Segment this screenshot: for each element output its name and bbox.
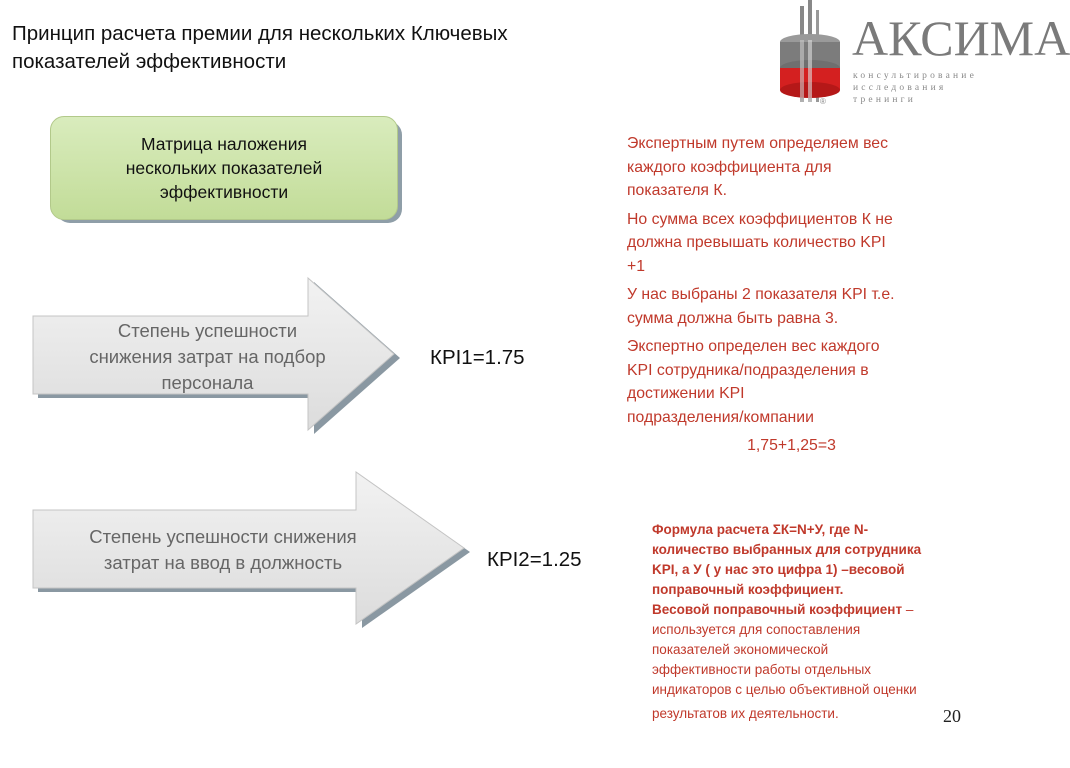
formula-line: индикаторов с целью объективной оценки — [652, 682, 917, 697]
note-line: Экспертно определен вес каждого — [627, 338, 880, 355]
note-line: Но сумма всех коэффициентов К не — [627, 210, 893, 228]
note-paragraph — [627, 335, 972, 429]
arrow-label-line: персонала — [161, 372, 254, 393]
note-line: сумма должна быть равна 3. — [627, 309, 839, 327]
formula-line: показателей экономической — [652, 642, 829, 657]
logo-tagline — [853, 70, 977, 106]
formula-line: количество выбранных для сотрудника — [652, 542, 922, 557]
slide-title — [12, 20, 712, 76]
arrow-label-2 — [38, 524, 408, 576]
formula-line: эффективности работы отдельных — [652, 662, 872, 677]
note-line: +1 — [627, 257, 646, 275]
expert-notes — [627, 132, 972, 458]
note-line: достижении KPI — [627, 385, 745, 402]
note-line: подразделения/компании — [627, 408, 814, 426]
logo-tagline-line: тренинги — [853, 95, 917, 105]
arrow-label-line: затрат на ввод в должность — [103, 552, 343, 573]
matrix-box-line: нескольких показателей — [125, 158, 323, 178]
note-line: показателя К. — [627, 182, 727, 199]
logo-tagline-line: консультирование — [853, 71, 977, 81]
matrix-box-line: эффективности — [159, 182, 289, 202]
formula-block — [652, 520, 997, 724]
note-line: каждого коэффициента для — [627, 158, 832, 176]
sum-equation: 1,75+1,25=3 — [747, 437, 836, 454]
title-line: показателей эффективности — [12, 50, 287, 73]
arrow-label-line: Степень успешности — [117, 320, 298, 341]
note-line: У нас выбраны 2 показателя KPI т.е. — [627, 286, 895, 303]
formula-line: Формула расчета ΣК=N+У, где N- — [652, 522, 869, 537]
arrow-label-line: Степень успешности снижения — [89, 526, 357, 547]
formula-line: KPI, а У ( у нас это цифра 1) –весовой — [652, 562, 905, 577]
arrow-label-1 — [30, 318, 385, 396]
matrix-box — [50, 116, 398, 220]
note-paragraph — [627, 132, 972, 203]
note-paragraph — [627, 283, 972, 330]
note-line: KPI сотрудника/подразделения в — [627, 361, 869, 379]
arrow-label-line: снижения затрат на подбор — [89, 346, 326, 367]
definition-dash: – — [902, 602, 914, 617]
registered-mark: ® — [820, 97, 826, 106]
note-line: должна превышать количество KPI — [627, 234, 886, 251]
title-line: Принцип расчета премии для нескольких Ключевых — [12, 22, 508, 45]
definition-line — [652, 600, 997, 620]
formula-line: результатов их деятельности. — [652, 706, 839, 721]
logo-name: АКСИМА — [852, 10, 1070, 66]
kpi-1-value: КPI1=1.75 — [430, 346, 525, 369]
kpi-2-value: КPI2=1.25 — [487, 548, 582, 571]
formula-line: поправочный коэффициент. — [652, 582, 844, 597]
matrix-box-line: Матрица наложения — [141, 134, 307, 154]
logo-tagline-line: исследования — [853, 83, 947, 93]
page-number: 20 — [943, 706, 961, 726]
note-line: Экспертным путем определяем вес — [627, 135, 888, 152]
formula-line: используется для сопоставления — [652, 622, 861, 637]
note-paragraph — [627, 208, 972, 279]
definition-term: Весовой поправочный коэффициент — [652, 602, 903, 617]
